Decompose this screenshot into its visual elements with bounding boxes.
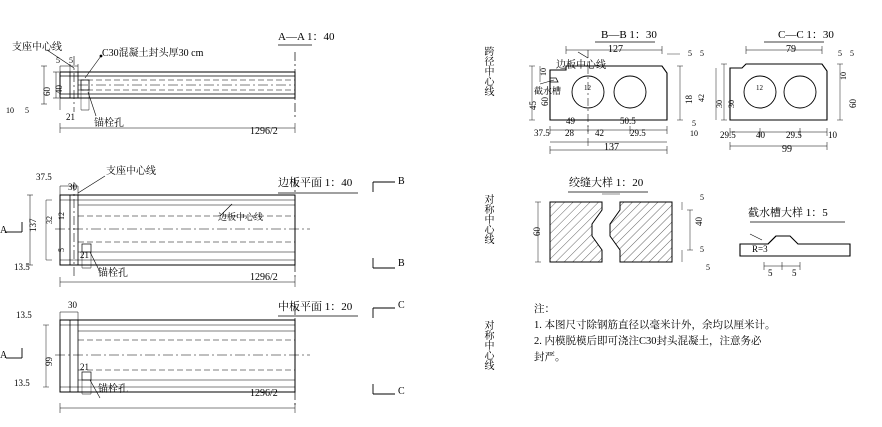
title-c-c: C—C 1：30 — [778, 29, 834, 41]
view-mid-plan — [0, 298, 520, 418]
label-c30-headblock: C30混凝土封头厚30 cm — [102, 48, 204, 59]
notes-title: 注： — [534, 304, 555, 315]
svg-text:12: 12 — [584, 84, 591, 92]
dim-mid-13-5-bot: 13.5 — [14, 378, 30, 388]
dim-side-5: 5 — [57, 248, 66, 252]
label-anchor-hole-aa: 锚栓孔 — [94, 118, 124, 129]
dim-joint-5r: 5 — [706, 263, 710, 272]
notes-line-3: 封严。 — [534, 352, 566, 363]
dim-bb-127: 127 — [608, 44, 623, 55]
label-sym-center-side: 对称中心线 — [482, 194, 493, 244]
label-bearing-center-aa: 支座中心线 — [12, 42, 62, 53]
dim-side-137: 137 — [28, 218, 38, 232]
dim-side-length: 1296/2 — [250, 272, 278, 283]
dim-gutter-5l: 5 — [768, 268, 773, 278]
dim-bb-29-5: 29.5 — [630, 128, 646, 138]
dim-bb-49: 49 — [566, 116, 575, 126]
dim-bb-10: 10 — [539, 68, 548, 76]
dim-bb-50-5: 50.5 — [620, 116, 636, 126]
dim-aa-5c: 5 — [25, 106, 29, 115]
dim-mid-99: 99 — [44, 357, 54, 366]
dim-cc-5t1: 5 — [838, 49, 842, 58]
section-mark-b-bottom: B — [398, 258, 405, 269]
section-mark-a-side: A — [0, 225, 8, 236]
dim-bb-5t1: 5 — [688, 49, 692, 58]
dim-bb-18: 18 — [684, 95, 694, 104]
dim-aa-60: 60 — [42, 87, 52, 96]
section-mark-a-mid: A — [0, 350, 8, 361]
dim-side-21: 21 — [80, 250, 89, 260]
dim-bb-37-5: 37.5 — [534, 128, 550, 138]
label-gutter-bb: 截水槽 — [534, 86, 562, 96]
label-bearing-center-side: 支座中心线 — [106, 166, 156, 177]
dim-joint-5b: 5 — [700, 245, 704, 254]
label-anchor-hole-mid: 锚栓孔 — [98, 384, 128, 395]
dim-mid-30: 30 — [68, 300, 77, 310]
dim-aa-10: 10 — [6, 106, 14, 115]
section-mark-b-top: B — [398, 176, 405, 187]
dim-cc-10: 10 — [839, 72, 848, 80]
dim-bb-137: 137 — [604, 142, 619, 153]
dim-gutter-5r: 5 — [792, 268, 797, 278]
dim-bb-42b: 42 — [595, 128, 604, 138]
title-side-plan: 边板平面 1：40 — [278, 177, 353, 189]
dim-mid-21: 21 — [80, 362, 89, 372]
dim-aa-5a: 5 — [56, 56, 60, 65]
view-c-c — [712, 20, 882, 165]
dim-aa-5b: 5 — [69, 56, 73, 65]
svg-text:12: 12 — [756, 84, 763, 92]
dim-cc-99: 99 — [782, 144, 792, 155]
section-mark-c-top: C — [398, 300, 405, 311]
dim-mid-13-5-top: 13.5 — [16, 310, 32, 320]
section-mark-c-bottom: C — [398, 386, 405, 397]
dim-bb-5r: 5 — [692, 119, 696, 128]
label-side-center: 边板中心线 — [218, 212, 264, 222]
dim-joint-40: 40 — [694, 217, 704, 226]
dim-aa-40: 40 — [54, 85, 64, 94]
label-anchor-hole-side: 锚栓孔 — [98, 268, 128, 279]
dim-cc-5t2: 5 — [850, 49, 854, 58]
dim-cc-60: 60 — [848, 99, 858, 108]
title-gutter-detail: 截水槽大样 1：5 — [748, 207, 828, 219]
dim-joint-60: 60 — [532, 227, 542, 236]
dim-gutter-r3: R=3 — [752, 244, 768, 254]
title-joint-detail: 绞缝大样 1：20 — [569, 177, 644, 189]
label-span-center: 跨径中心线 — [482, 46, 493, 96]
dim-side-37-5: 37.5 — [36, 172, 52, 182]
dim-side-12: 12 — [57, 212, 66, 220]
label-side-center-bb: 边板中心线 — [556, 60, 606, 71]
dim-cc-30a: 30 — [715, 100, 724, 108]
title-b-b: B—B 1：30 — [601, 29, 657, 41]
label-sym-center-mid: 对称中心线 — [482, 320, 493, 370]
dim-aa-length: 1296/2 — [250, 126, 278, 137]
title-mid-plan: 中板平面 1：20 — [278, 301, 353, 313]
dim-cc-10b: 10 — [828, 130, 837, 140]
dim-cc-40: 40 — [756, 130, 765, 140]
dim-bb-10r: 10 — [690, 129, 698, 138]
dim-bb-28: 28 — [565, 128, 574, 138]
dim-bb-60: 60 — [540, 97, 550, 106]
title-a-a: A—A 1：40 — [278, 31, 335, 43]
dim-bb-42: 42 — [697, 94, 706, 102]
dim-cc-30b: 30 — [727, 100, 736, 108]
dim-bb-45: 45 — [528, 101, 538, 110]
dim-bb-5t2: 5 — [700, 49, 704, 58]
dim-aa-21: 21 — [66, 112, 75, 122]
dim-mid-length: 1296/2 — [250, 388, 278, 399]
dim-side-30: 30 — [68, 182, 77, 192]
dim-side-32: 32 — [45, 216, 54, 224]
notes-line-1: 1. 本图尺寸除钢筋直径以毫米计外，余均以厘米计。 — [534, 320, 776, 331]
dim-cc-79: 79 — [786, 44, 796, 55]
dim-joint-5t: 5 — [700, 193, 704, 202]
notes-line-2: 2. 内模脱模后即可浇注C30封头混凝土，注意务必 — [534, 336, 762, 347]
dim-side-13-5: 13.5 — [14, 262, 30, 272]
dim-cc-29-5-left: 29.5 — [720, 130, 736, 140]
dim-cc-29-5-right: 29.5 — [786, 130, 802, 140]
